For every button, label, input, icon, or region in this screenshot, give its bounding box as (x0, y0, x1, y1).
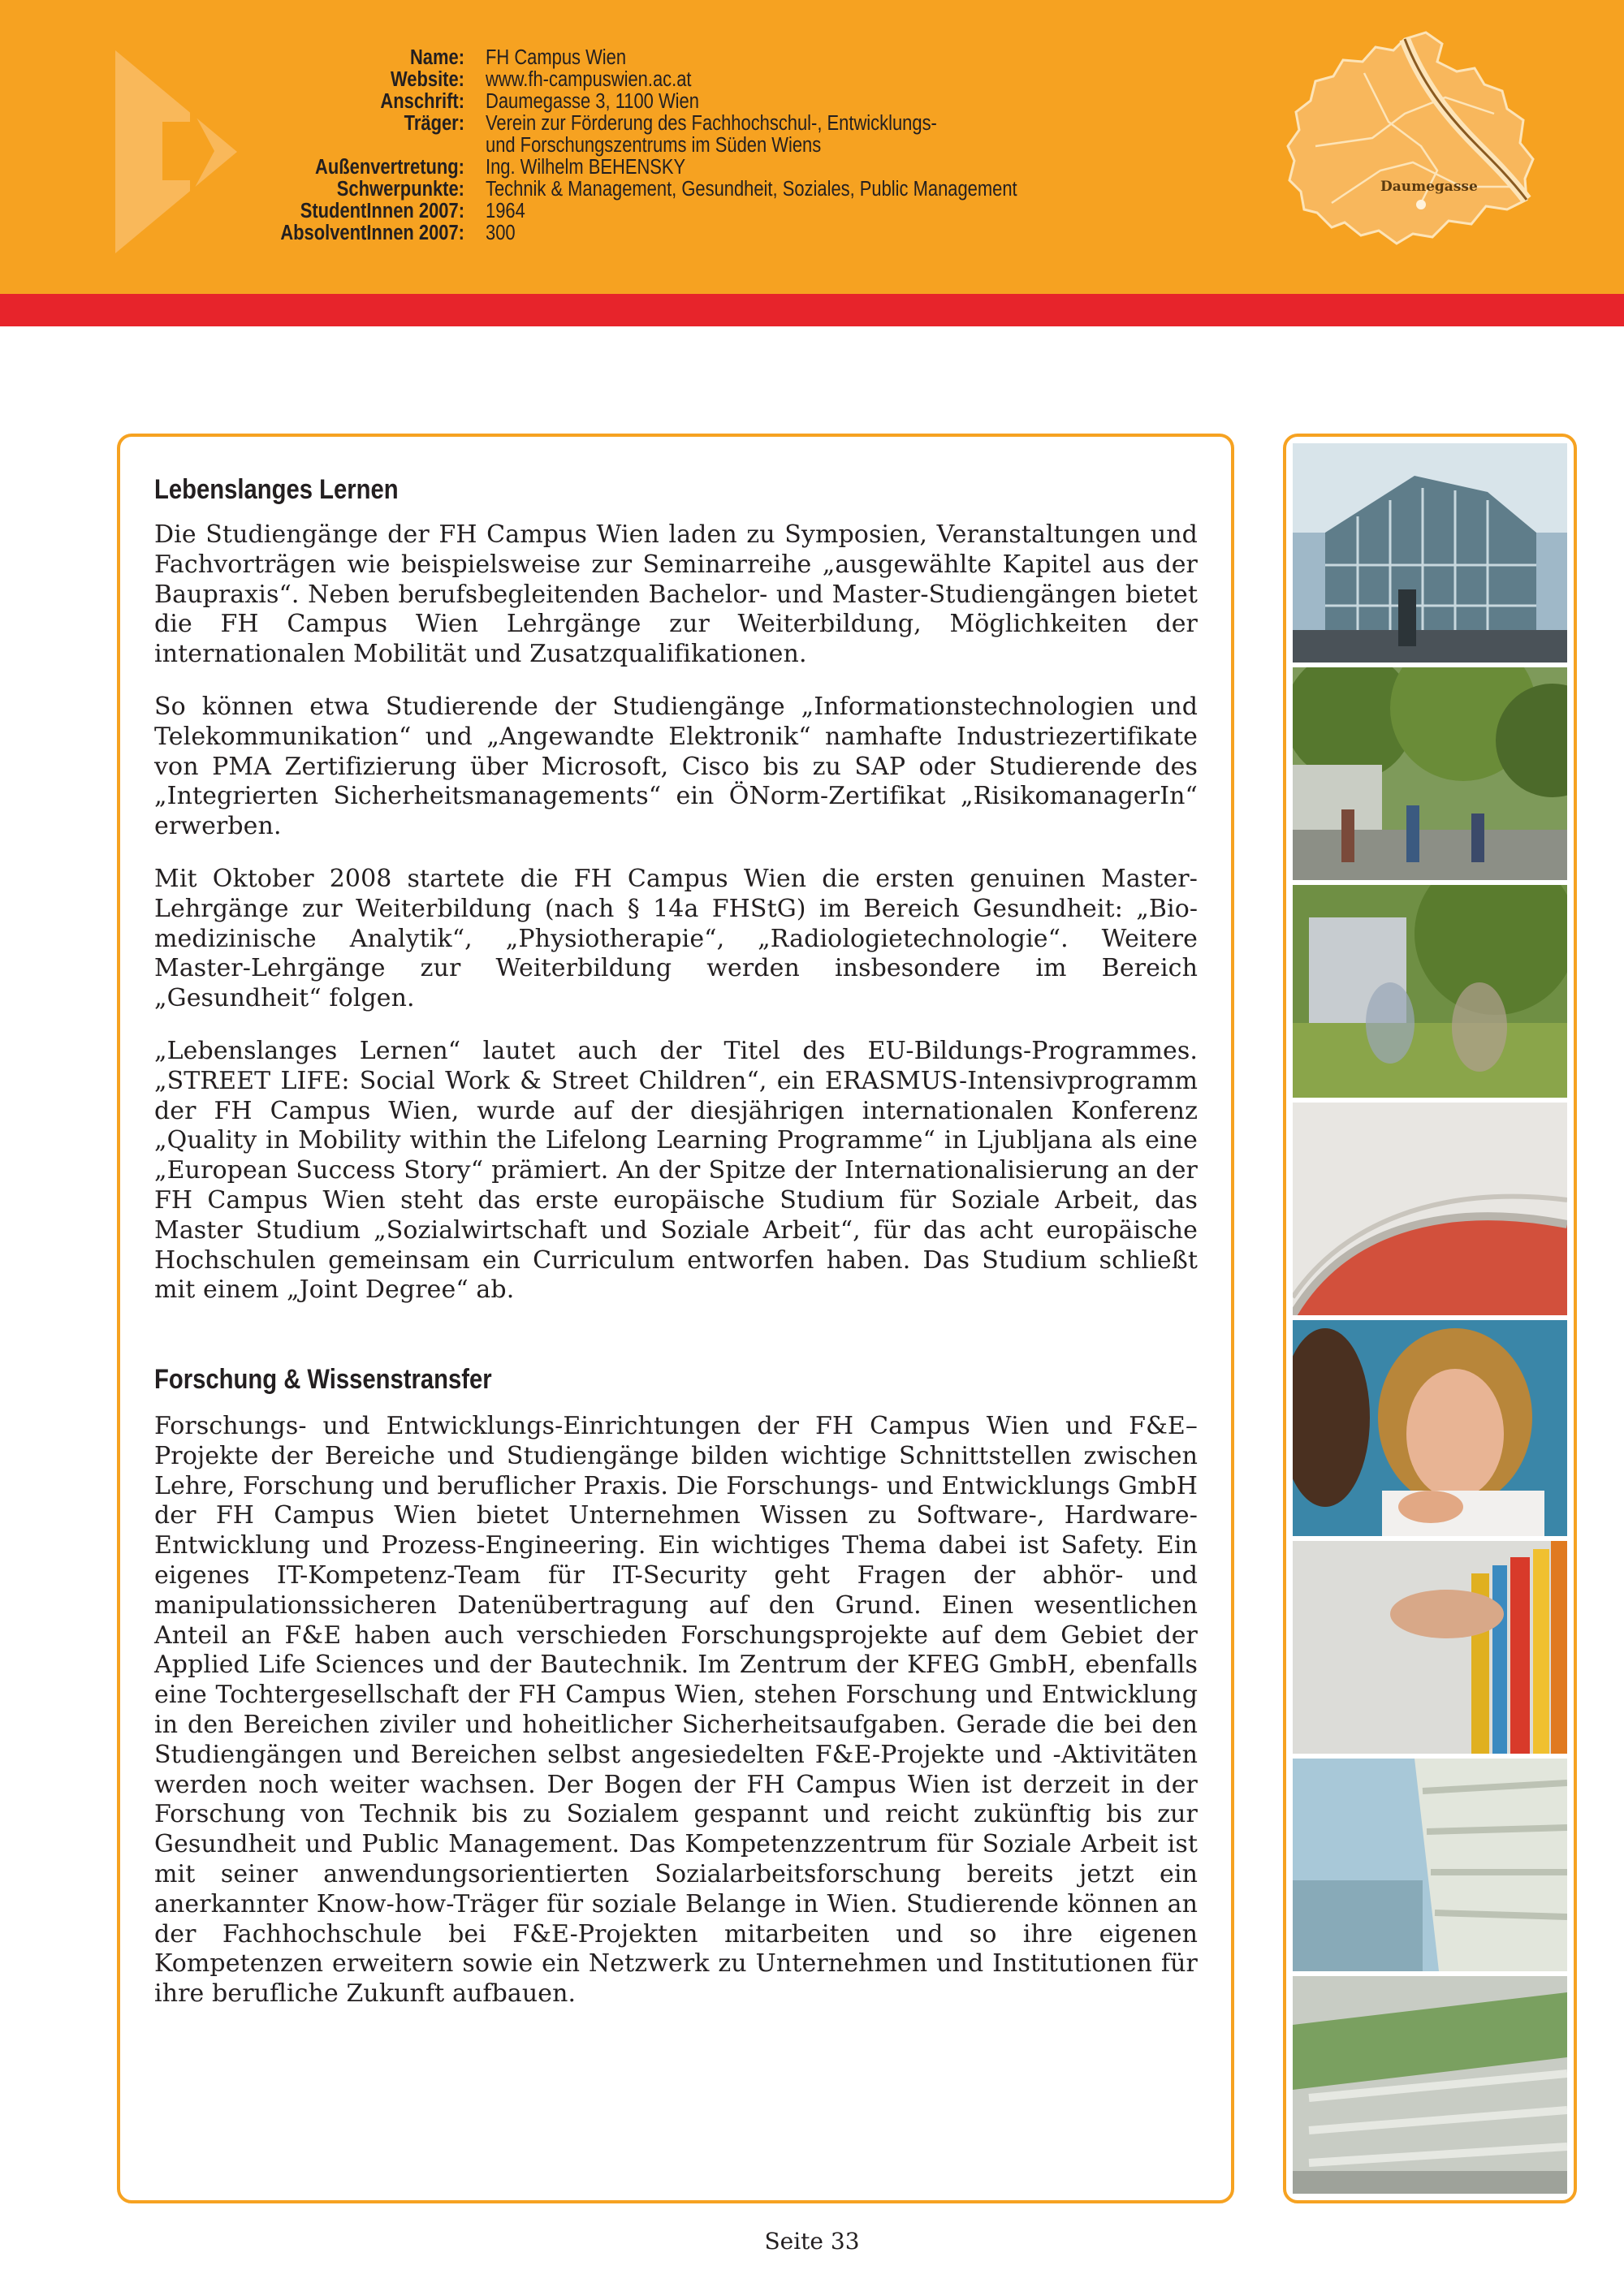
vienna-map-icon (1283, 24, 1543, 260)
section-title: Forschung & Wissenstransfer (154, 1364, 492, 1395)
info-label: Website: (391, 68, 464, 91)
info-label: StudentInnen 2007: (300, 200, 464, 222)
info-label: Außenvertretung: (315, 156, 464, 179)
info-row-website (162, 69, 1137, 91)
info-value: Ing. Wilhelm BEHENSKY (486, 156, 686, 179)
info-value: 1964 (486, 200, 525, 222)
photo-students-talking (1293, 1320, 1567, 1536)
info-row-address (162, 91, 1137, 113)
info-row-name (162, 47, 1137, 69)
photo-building-glass (1293, 443, 1567, 662)
paragraph: So können etwa Studierende der Studiengänge „Informationstechnologien und Telekommunikation“ und „Angewandte Elektronik“ namhafte Industriezertifikate von PMA Zertifizierung über Microsoft, Cisco bis zu SAP oder Studierende des „Integrierten Sicherheitsmanagements“ ein ÖNorm-Zertifikat „RisikomanagerIn“ erwerben. (154, 693, 1198, 841)
info-row-sponsor-cont (162, 135, 1137, 157)
paragraph: Mit Oktober 2008 startete die FH Campus Wien die ersten genuinen Master-Lehrgänge zur Weiterbildung (nach § 14a FHStG) im Bereich Gesundheit: „Biomedizinische Analytik“, „Physiotherapie“, „Radiologietechnologie“. Weitere Master-Lehrgänge zur Weiterbildung werden insbesondere im Bereich „Gesundheit“ folgen. (154, 865, 1198, 1013)
institution-info (162, 47, 1137, 244)
photo-campus-trees (1293, 667, 1567, 880)
paragraph: „Lebenslanges Lernen“ lautet auch der Titel des EU-Bildungs-Programmes. „STREET LIFE: Social Work & Street Children“, ein ERASMUS-Intensivprogramm der FH Campus Wien, wurde auf der diesjährigen internationalen Konferenz „Quality in Mobility within the Lifelong Learning Programme“ in Ljubljana als eine „European Success Story“ prämiert. An der Spitze der Internationalisierung an der FH Campus Wien steht das erste europäische Studium für Soziale Arbeit, das Master Studium „Sozialwirtschaft und Soziale Arbeit“, für das acht europäische Hochschulen gemeinsam ein Curriculum entworfen haben. Das Studium schließt mit einem „Joint Degree“ ab. (154, 1037, 1198, 1305)
info-row-students (162, 201, 1137, 222)
header-red-stripe (0, 294, 1624, 326)
info-value: Daumegasse 3, 1100 Wien (486, 90, 699, 113)
info-value: 300 (486, 222, 516, 244)
page-number: Seite 33 (764, 2228, 860, 2255)
paragraph: Forschungs- und Entwicklungs-Einrichtungen der FH Campus Wien und F&E–Projekte der Bereiche und Studiengänge bilden wichtige Schnittstellen zwischen Lehre, Forschung und beruflicher Praxis. Die Forschungs- und Entwicklungs GmbH der FH Campus Wien bietet Unternehmen Wissen zu Software-, Hardware-Entwicklung und Prozess-Engineering. Ein wichtiges Thema dabei ist Safety. Ein eigenes IT-Kompetenz-Team für IT-Security geht Fragen der abhör- und manipulationssicheren Datenübertragung auf den Grund. Einen wesentlichen Anteil an F&E haben auch verschieden Forschungsprojekte auf dem Gebiet der Applied Life Sciences und der Bautechnik. Im Zentrum der KFEG GmbH, ebenfalls eine Tochtergesellschaft der FH Campus Wien, stehen Forschung und Entwicklung in den Bereichen ziviler und hoheitlicher Sicherheitsaufgaben. Gerade die bei den Studiengängen und Bereichen selbst angesiedelten F&E-Projekte und -Aktivitäten werden noch weiter wachsen. Der Bogen der FH Campus Wien ist derzeit in der Forschung von Technik bis zu Sozialem gespannt und reicht zukünftig bis zur Gesundheit und Public Management. Das Kompetenzzentrum für Soziale Arbeit ist mit seiner anwendungsorientierten Sozialarbeitsforschung bereits jetzt ein anerkannter Know-how-Träger für soziale Belange in Wien. Studierende können an der Fachhochschule bei F&E-Projekten mitarbeiten und so ihre eigenen Kompetenzen erweitern sowie ein Netzwerk zu Unternehmen und Institutionen für ihre berufliche Zukunft aufbauen. (154, 1412, 1198, 2009)
info-row-representation (162, 157, 1137, 179)
info-value: FH Campus Wien (486, 46, 627, 69)
info-row-sponsor (162, 113, 1137, 135)
photo-campus-walkway (1293, 885, 1567, 1098)
paragraph: Die Studiengänge der FH Campus Wien laden zu Symposien, Veranstaltungen und Fachvorträgen wie beispielsweise zur Seminarreihe „ausgewählte Kapitel aus der Baupraxis“. Neben berufsbegleitenden Bachelor- und Master-Studiengängen bietet die FH Campus Wien Lehrgänge zur Weiterbildung, Möglichkeiten der internationalen Mobilität und Zusatzqualifikationen. (154, 520, 1198, 669)
info-label: AbsolventInnen 2007: (280, 222, 464, 244)
info-value: und Forschungszentrums im Süden Wiens (486, 134, 822, 157)
info-label: Name: (409, 46, 464, 69)
photo-modern-building (1293, 1759, 1567, 1971)
info-value: Technik & Management, Gesundheit, Soziales, Public Management (486, 178, 1017, 201)
info-row-focus (162, 179, 1137, 201)
info-label: Träger: (404, 112, 464, 135)
section-title: Lebenslanges Lernen (154, 474, 399, 505)
photo-campus-rendering (1293, 1976, 1567, 2194)
info-value: www.fh-campuswien.ac.at (486, 68, 692, 91)
photo-red-railing (1293, 1103, 1567, 1315)
info-label: Schwerpunkte: (336, 178, 464, 201)
info-label: Anschrift: (380, 90, 464, 113)
info-label (205, 135, 464, 157)
photo-library-books (1293, 1541, 1567, 1754)
info-row-graduates (162, 222, 1137, 244)
map-location-label: Daumegasse (1380, 179, 1478, 195)
info-value: Verein zur Förderung des Fachhochschul-, Entwicklungs- (486, 112, 937, 135)
